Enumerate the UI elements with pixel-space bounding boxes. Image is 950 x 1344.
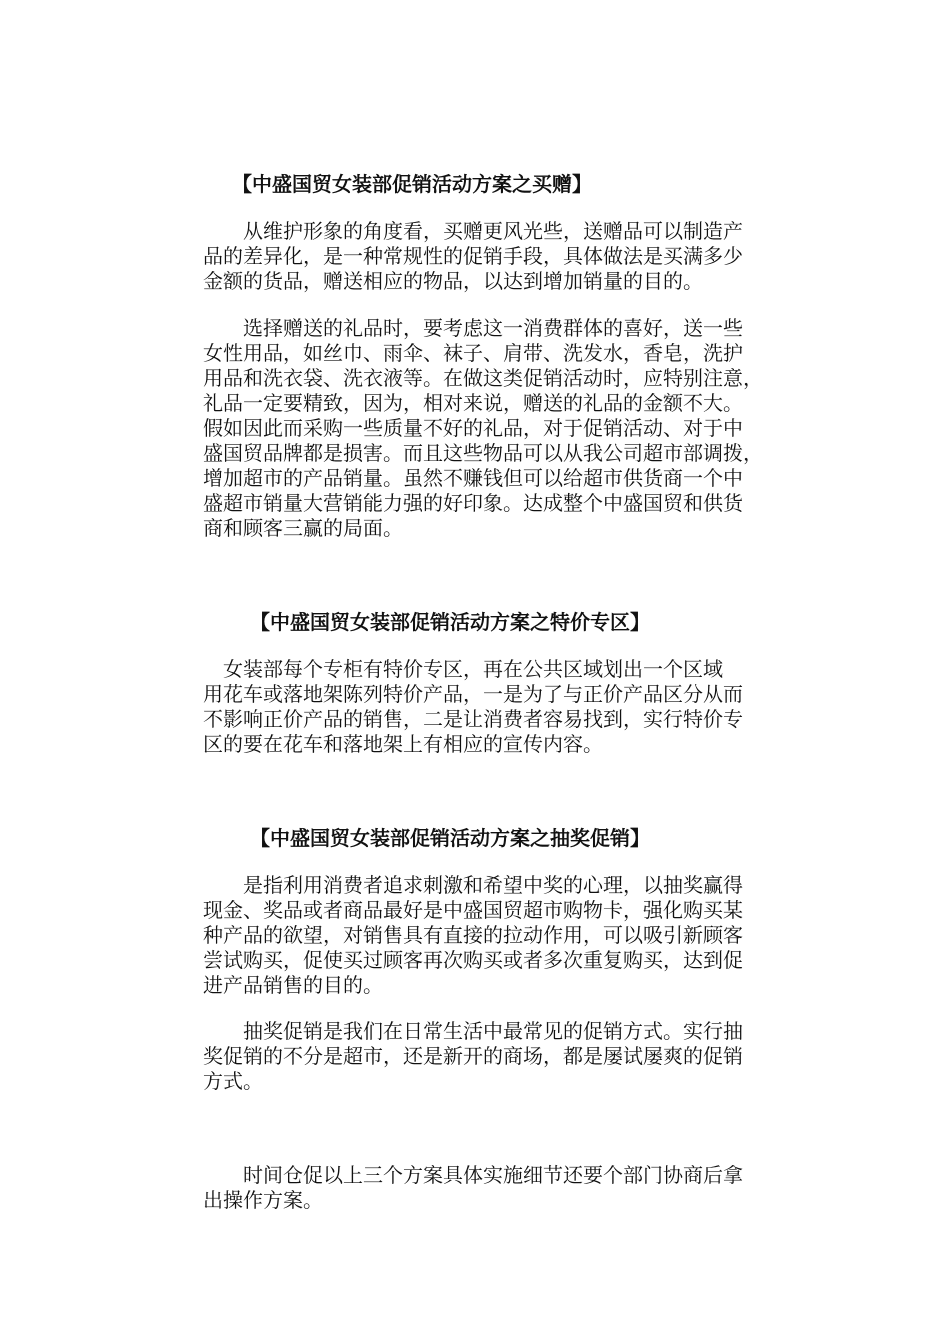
text-line: 女性用品，如丝巾、雨伞、袜子、肩带、洗发水，香皂，洗护 [203,341,743,365]
text-line: 尝试购买，促使买过顾客再次购买或者多次重复购买，达到促 [203,948,743,972]
text-line: 用品和洗衣袋、洗衣液等。在做这类促销活动时，应特别注意， [203,366,763,390]
paragraph-buy-gift-selection [203,316,819,541]
text-line: 选择赠送的礼品时，要考虑这一消费群体的喜好，送一些 [203,316,743,340]
text-line: 金额的货品，赠送相应的物品，以达到增加销量的目的。 [203,269,703,293]
text-line: 用花车或落地架陈列特价产品，一是为了与正价产品区分从而 [203,682,743,706]
text-line: 女装部每个专柜有特价专区，再在公共区域划出一个区域 [203,657,723,681]
section-heading-buy-gift: 【中盛国贸女装部促销活动方案之买赠】 [232,172,592,196]
paragraph-buy-gift-intro [203,219,819,294]
text-line: 品的差异化，是一种常规性的促销手段，具体做法是买满多少 [203,244,743,268]
text-line: 抽奖促销是我们在日常生活中最常见的促销方式。实行抽 [203,1019,743,1043]
text-line: 不影响正价产品的销售，二是让消费者容易找到，实行特价专 [203,707,743,731]
text-line: 方式。 [203,1069,263,1093]
paragraph-lottery-intro [203,873,819,998]
text-line: 时间仓促以上三个方案具体实施细节还要个部门协商后拿 [203,1163,743,1187]
paragraph-lottery-common [203,1019,819,1094]
section-heading-special-price: 【中盛国贸女装部促销活动方案之特价专区】 [250,610,650,634]
text-line: 礼品一定要精致，因为，相对来说，赠送的礼品的金额不大。 [203,391,743,415]
text-line: 商和顾客三赢的局面。 [203,516,403,540]
text-line: 奖促销的不分是超市，还是新开的商场，都是屡试屡爽的促销 [203,1044,743,1068]
text-line: 从维护形象的角度看，买赠更风光些，送赠品可以制造产 [203,219,743,243]
text-line: 增加超市的产品销量。虽然不赚钱但可以给超市供货商一个中 [203,466,743,490]
paragraph-special-price [203,657,819,757]
text-line: 进产品销售的目的。 [203,973,383,997]
text-line: 盛超市销量大营销能力强的好印象。达成整个中盛国贸和供货 [203,491,743,515]
text-line: 盛国贸品牌都是损害。而且这些物品可以从我公司超市部调拨， [203,441,763,465]
paragraph-closing [203,1163,819,1213]
section-heading-lottery: 【中盛国贸女装部促销活动方案之抽奖促销】 [250,826,650,850]
text-line: 种产品的欲望，对销售具有直接的拉动作用，可以吸引新顾客 [203,923,743,947]
text-line: 是指利用消费者追求刺激和希望中奖的心理，以抽奖赢得 [203,873,743,897]
text-line: 区的要在花车和落地架上有相应的宣传内容。 [203,732,603,756]
text-line: 出操作方案。 [203,1188,323,1212]
text-line: 现金、奖品或者商品最好是中盛国贸超市购物卡，强化购买某 [203,898,743,922]
text-line: 假如因此而采购一些质量不好的礼品，对于促销活动、对于中 [203,416,743,440]
